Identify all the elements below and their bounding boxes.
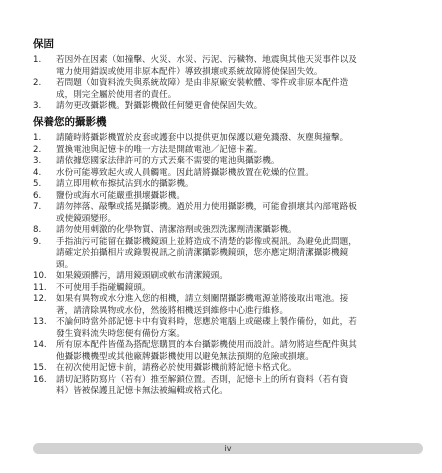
care-list (33, 133, 423, 398)
item-text-line: 或使鏡頭變形。 (56, 213, 117, 224)
list-item (33, 156, 423, 168)
item-text-line: 不論何時當外部記憶卡中有資料時，您應於電腦上或磁碟上製作備份，如此，若 (56, 317, 357, 327)
item-text-line: 料）皆被保護且記憶卡無法被編輯或格式化。 (56, 386, 228, 396)
item-text-line: 水份可能導致起火或人員觸電。因此請將攝影機放置在乾燥的位置。 (56, 167, 314, 178)
list-item (33, 317, 423, 340)
item-text-line: 不可使用手指碰觸鏡頭。 (56, 282, 151, 293)
page-number: iv (224, 444, 232, 453)
item-text-line: 所有原本配件皆僅為搭配您購買的本台攝影機使用而設計。請勿將這些配件與其 (56, 340, 357, 350)
item-number: 11. (33, 282, 47, 293)
item-text-line: 發生資料流失時您便有備份方案。 (56, 328, 185, 339)
item-number: 1. (33, 55, 42, 65)
list-item (33, 145, 423, 157)
item-text-line: 請確定於拍攝相片或錄製視訊之前清潔攝影機鏡頭，您亦應定期清潔攝影機鏡 (56, 248, 349, 258)
item-text-line: 在初次使用記憶卡前，請務必於使用攝影機前將記憶卡格式化。 (56, 363, 297, 373)
item-number: 13. (33, 317, 47, 327)
list-item (33, 340, 423, 363)
item-text-line: 請勿使用刺激的化學物質、清潔溶劑或強烈洗潔劑清潔攝影機。 (56, 225, 297, 235)
list-item (33, 133, 423, 145)
item-text-line: 請立即用軟布擦拭沾到水的攝影機。 (56, 179, 194, 189)
care-heading: 保養您的攝影機 (33, 116, 107, 128)
item-number: 4. (33, 167, 42, 178)
list-item (33, 271, 423, 283)
item-number: 3. (33, 156, 42, 166)
item-number: 2. (33, 144, 42, 155)
list-item (33, 225, 423, 237)
item-number: 7. (33, 202, 42, 212)
item-text-line: 他攝影機機型或其他廠牌攝影機使用以避免無法預期的危險或損壞。 (56, 351, 314, 362)
list-item (33, 375, 423, 398)
list-item (33, 294, 423, 317)
list-item (33, 363, 423, 375)
item-text-line: 請切記將防寫片（若有）推至解鎖位置。否則，記憶卡上的所有資料（若有資 (56, 374, 349, 385)
item-number: 5. (33, 179, 42, 189)
item-text-line: 手指油污可能留在攝影機鏡頭上並將造成不清楚的影像或視訊。為避免此問題， (56, 236, 357, 247)
item-number: 1. (33, 133, 42, 143)
list-item (33, 101, 423, 113)
item-number: 9. (33, 236, 42, 247)
item-text-line: 成，則完全屬於使用者的責任。 (56, 89, 177, 100)
item-text-line: 若因外在因素（如撞擊、火災、水災、污泥、污穢物、地震與其他天災事件以及 (56, 55, 357, 65)
item-number: 3. (33, 101, 42, 111)
item-number: 6. (33, 190, 42, 201)
item-text-line: 請勿摔落、敲擊或搖晃攝影機。過於用力使用攝影機，可能會損壞其內部電路板 (56, 202, 357, 212)
item-text-line: 請隨時將攝影機置於皮套或護套中以提供更加保護以避免濺潑、灰塵與撞擊。 (56, 133, 349, 143)
item-number: 2. (33, 78, 42, 88)
item-text-line: 電力使用錯誤或使用非原本配件）導致損壞或系統故障將使保固失效。 (56, 66, 323, 77)
item-number: 10. (33, 271, 47, 281)
list-item (33, 191, 423, 203)
item-text-line: 若問題（如資料流失與系統故障）是由非原廠安裝軟體、零件或非原本配件造 (56, 78, 349, 88)
item-number: 12. (33, 294, 47, 304)
item-text-line: 著，請清除異物或水份，然後將相機送到維修中心進行維修。 (56, 305, 289, 316)
list-item (33, 168, 423, 180)
item-number: 15. (33, 363, 47, 373)
item-text-line: 如果鏡頭髒污，請用鏡頭刷或軟布清潔鏡頭。 (56, 271, 228, 281)
list-item (33, 202, 423, 225)
warranty-heading: 保固 (33, 38, 54, 50)
item-text-line: 請依據您國家法律許可的方式丟棄不需要的電池與攝影機。 (56, 156, 280, 166)
list-item (33, 55, 423, 78)
item-number: 16. (33, 374, 47, 385)
item-number: 8. (33, 225, 42, 235)
item-text-line: 置換電池與記憶卡的唯一方法是開啟電池／記憶卡蓋。 (56, 144, 263, 155)
footer-bar (33, 443, 423, 454)
item-text-line: 請勿更改攝影機。對攝影機做任何變更會使保固失效。 (56, 101, 263, 111)
list-item (33, 283, 423, 295)
list-item (33, 78, 423, 101)
list-item (33, 179, 423, 191)
item-text-line: 鹽份或海水可能嚴重損壞攝影機。 (56, 190, 185, 201)
item-text-line: 如果有異物或水分進入您的相機，請立刻關閉攝影機電源並將後取出電池。接 (56, 294, 349, 304)
list-item (33, 237, 423, 272)
warranty-list (33, 55, 423, 113)
item-number: 14. (33, 340, 47, 350)
item-text-line: 頭。 (56, 259, 74, 270)
